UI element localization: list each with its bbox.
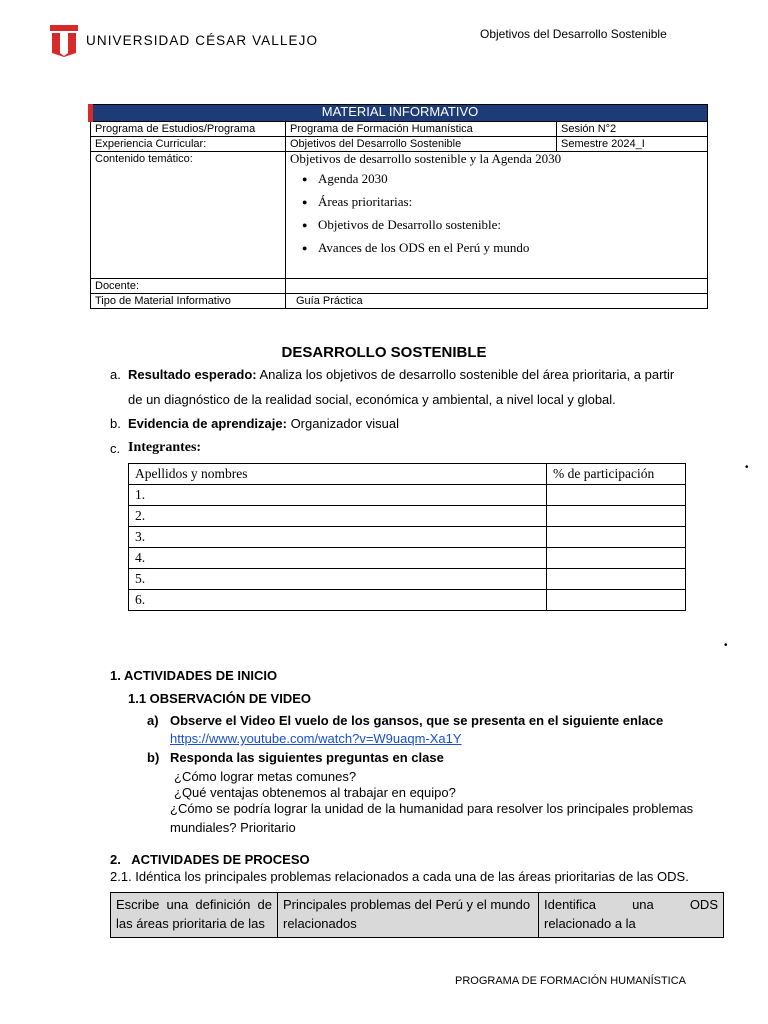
member-name-cell[interactable]: 2. [129, 506, 547, 527]
table-row [129, 485, 686, 506]
member-pct-cell[interactable] [547, 527, 686, 548]
list-item: ● Objetivos de Desarrollo sostenible: [302, 218, 703, 232]
evidence-text: Organizador visual [286, 416, 399, 431]
table-row [129, 527, 686, 548]
col-pct-header: % de participación [547, 464, 686, 485]
question-2: ¿Qué ventajas obtenemos al trabajar en equipo? [174, 785, 456, 800]
members-label: Integrantes: [128, 440, 202, 455]
process-table [110, 892, 724, 938]
list-item: ● Áreas prioritarias: [302, 195, 703, 209]
activities-process-title: 2. ACTIVIDADES DE PROCESO [110, 852, 310, 867]
ucv-shield-icon [48, 23, 80, 57]
teacher-label: Docente: [91, 279, 286, 294]
info-table [88, 104, 708, 309]
expected-result-text-1: Analiza los objetivos de desarrollo sostenible del área prioritaria, a partir [256, 367, 675, 382]
members-table [128, 463, 686, 611]
content-title: Objetivos de desarrollo sostenible y la Agenda 2030 [290, 151, 562, 166]
university-logo [48, 22, 318, 58]
process-instruction: 2.1. Idéntica los principales problemas relacionados a cada una de las áreas prioritarias de las ODS. [110, 869, 689, 884]
footer-program: PROGRAMA DE FORMACIÓN HUMANÍSTICA [455, 975, 687, 987]
a-marker: a. [110, 367, 121, 382]
video-instruction: Observe el Video El vuelo de los gansos, que se presenta en el siguiente enlace [170, 713, 664, 728]
member-name-cell[interactable]: 4. [129, 548, 547, 569]
c-marker: c. [110, 441, 121, 456]
process-col-definition: Escribe una definición de las áreas prioritaria de las [111, 893, 278, 938]
section-title: DESARROLLO SOSTENIBLE [281, 344, 487, 361]
question-1: ¿Cómo lograr metas comunes? [174, 769, 357, 784]
process-col-ods: Identifica una ODS relacionado a la [539, 893, 724, 938]
content-cell [286, 152, 708, 279]
material-label: Tipo de Material Informativo [91, 294, 286, 309]
video-observation-title: 1.1 OBSERVACIÓN DE VIDEO [128, 691, 312, 706]
header-doc-title: Objetivos del Desarrollo Sostenible [480, 27, 667, 41]
process-col-problems: Principales problemas del Perú y el mundo relacionados [278, 893, 539, 938]
table-row [129, 506, 686, 527]
member-pct-cell[interactable] [547, 548, 686, 569]
teacher-value[interactable] [286, 279, 708, 294]
member-name-cell[interactable]: 3. [129, 527, 547, 548]
member-pct-cell[interactable] [547, 506, 686, 527]
member-name-cell[interactable]: 1. [129, 485, 547, 506]
col-names-header: Apellidos y nombres [129, 464, 547, 485]
questions-instruction: Responda las siguientes preguntas en clase [170, 750, 444, 765]
question-3: ¿Cómo se podría lograr la unidad de la humanidad para resolver los principales problemas [170, 801, 694, 816]
member-name-cell[interactable]: 6. [129, 590, 547, 611]
stray-dot: • [724, 640, 728, 651]
b-marker: b) [147, 750, 160, 765]
member-name-cell[interactable]: 5. [129, 569, 547, 590]
table-row [129, 569, 686, 590]
expected-result-text-2: de un diagnóstico de la realidad social, económica y ambiental, a nivel local y global. [128, 392, 616, 407]
course-value: Objetivos del Desarrollo Sostenible [286, 137, 557, 152]
semester-value: Semestre 2024_I [557, 137, 708, 152]
member-pct-cell[interactable] [547, 590, 686, 611]
evidence-label: Evidencia de aprendizaje: [128, 416, 287, 431]
content-list [290, 172, 703, 255]
program-value: Programa de Formación Humanística [286, 122, 557, 137]
expected-result-label: Resultado esperado: [128, 367, 257, 382]
list-item: ● Agenda 2030 [302, 172, 703, 186]
table-row [129, 548, 686, 569]
program-label: Programa de Estudios/Programa [91, 122, 286, 137]
member-pct-cell[interactable] [547, 485, 686, 506]
evidence [128, 411, 399, 436]
session-value: Sesión N°2 [557, 122, 708, 137]
stray-dot: • [745, 462, 749, 473]
activities-start-title: 1. ACTIVIDADES DE INICIO [110, 668, 278, 683]
course-label: Experiencia Curricular: [91, 137, 286, 152]
video-link[interactable]: https://www.youtube.com/watch?v=W9uaqm-Xa1Y [170, 731, 462, 746]
b-marker: b. [110, 416, 121, 431]
member-pct-cell[interactable] [547, 569, 686, 590]
question-3-cont: mundiales? Prioritario [170, 820, 296, 835]
a-marker: a) [147, 713, 159, 728]
content-label: Contenido temático: [91, 152, 286, 279]
list-item: ● Avances de los ODS en el Perú y mundo [302, 241, 703, 255]
expected-result [128, 362, 688, 387]
university-name: UNIVERSIDAD CÉSAR VALLEJO [86, 32, 319, 48]
info-banner: MATERIAL INFORMATIVO [91, 105, 708, 122]
table-row [129, 590, 686, 611]
material-value: Guía Práctica [286, 294, 708, 309]
